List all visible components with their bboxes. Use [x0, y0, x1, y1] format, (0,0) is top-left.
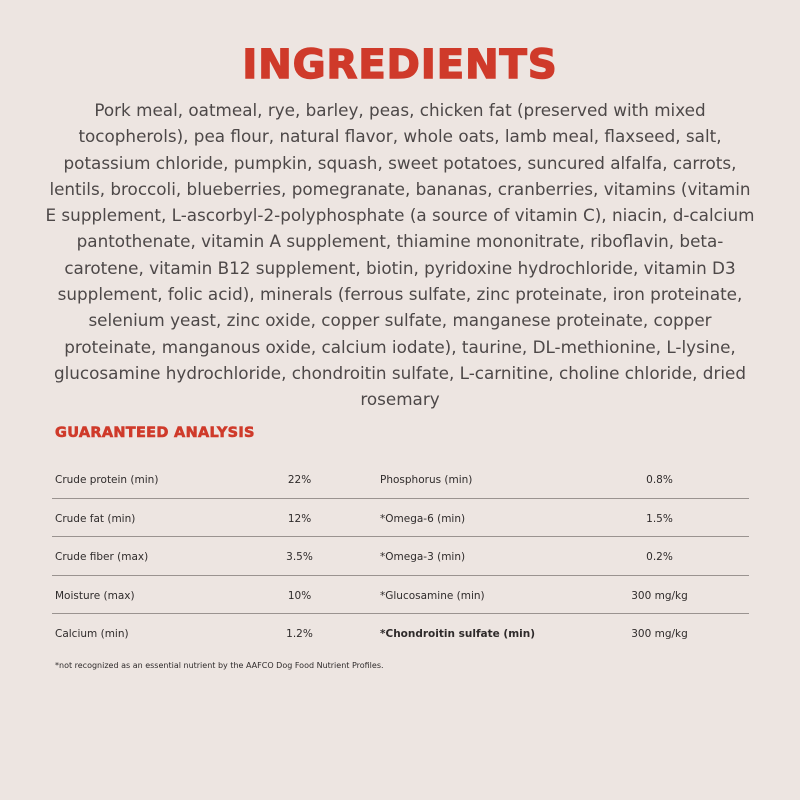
table-row [52, 499, 749, 538]
table-row [52, 537, 749, 576]
nutrient-name: *Omega-6 (min) [380, 512, 466, 525]
guaranteed-analysis-table [52, 460, 749, 652]
nutrient-name: *Chondroitin sulfate (min) [380, 628, 536, 641]
nutrient-name: *Glucosamine (min) [380, 589, 485, 602]
nutrient-name: *Omega-3 (min) [380, 551, 466, 564]
nutrient-value: 22% [287, 474, 312, 486]
table-row [52, 460, 749, 499]
nutrient-value: 300 mg/kg [631, 628, 688, 641]
nutrient-value: 0.8% [646, 474, 673, 486]
table-row [52, 576, 749, 615]
nutrient-name: Crude protein (min) [55, 474, 159, 486]
nutrient-value: 12% [287, 512, 312, 525]
ingredients-list: Pork meal, oatmeal, rye, barley, peas, chicken fat (preserved with mixed tocopherols), pea flour, natural flavor, whole oats, lamb meal, flaxseed, salt, potassium chloride, pumpkin, squash, sweet potatoes, suncured alfalfa, carrots, lentils, broccoli, blueberries, pomegranate, bananas, cranberries, vitamins (vitamin E supplement, L-ascorbyl-2-polyphosphate (a source of vitamin C), niacin, d-calcium pantothenate, vitamin A supplement, thiamine mononitrate, riboflavin, beta-carotene, vitamin B12 supplement, biotin, pyridoxine hydrochloride, vitamin D3 supplement, folic acid), minerals (ferrous sulfate, zinc proteinate, iron proteinate, selenium yeast, zinc oxide, copper sulfate, manganese proteinate, copper proteinate, manganous oxide, calcium iodate), taurine, DL-methionine, L-lysine, glucosamine hydrochloride, chondroitin sulfate, L-carnitine, choline chloride, dried rosemary [45, 100, 755, 410]
page-title: INGREDIENTS [242, 42, 558, 88]
nutrient-value: 0.2% [646, 551, 673, 564]
nutrient-name: Phosphorus (min) [380, 474, 473, 486]
analysis-heading: GUARANTEED ANALYSIS [55, 425, 255, 441]
nutrient-name: Crude fiber (max) [55, 551, 149, 564]
nutrient-value: 1.5% [646, 512, 673, 525]
nutrient-value: 300 mg/kg [631, 589, 688, 602]
nutrient-name: Crude fat (min) [55, 512, 136, 525]
nutrient-value: 10% [287, 589, 312, 602]
nutrient-name: Moisture (max) [55, 589, 135, 602]
footnote: *not recognized as an essential nutrient by the AAFCO Dog Food Nutrient Profiles. [55, 661, 384, 670]
nutrient-value: 3.5% [286, 551, 313, 564]
table-row [52, 614, 749, 652]
nutrient-name: Calcium (min) [55, 628, 129, 641]
nutrient-value: 1.2% [286, 628, 313, 641]
